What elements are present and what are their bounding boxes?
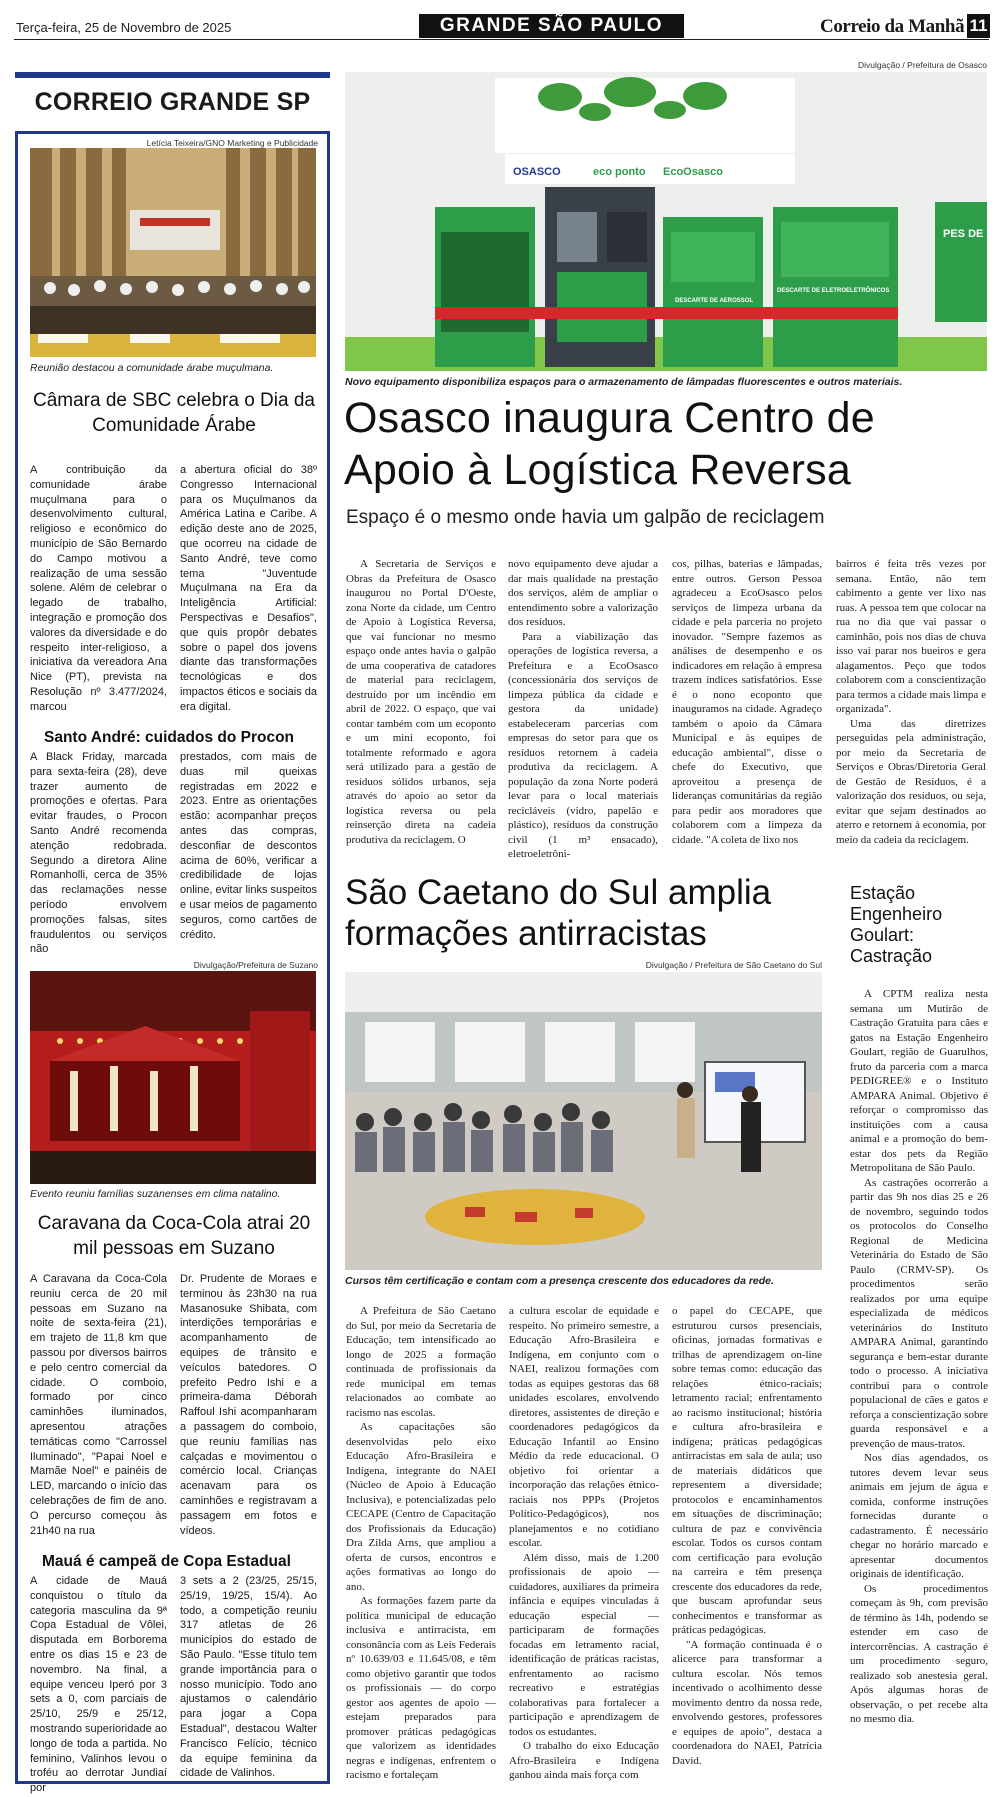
paragraph: Para a viabilização das operações de logística reversa, a Prefeitura e a EcoOsasco (concessionária dos serviços de limpeza pública da cidade e gestora da unidade) estabeleceram parcerias com empresas do setor para que os resíduos retornem à cadeia produtiva da reciclagem. A população da zona Norte poderá levar para o local materiais recicláveis (vidro, papelão e plástico), resíduos da construção civil (1 m³ ensacado), eletroeletrôni- <box>508 630 658 860</box>
article-column-3 <box>672 1304 822 1768</box>
paragraph: "A formação continuada é o alicerce para transformar a cultura escolar. Nós temos incentivado o acolhimento desse movimento dentro da nossa rede, envolvendo gestores, professores e equipes de apoio", destaca a coordenadora do NAEI, Patrícia David. <box>672 1638 822 1767</box>
photo-reverse-logistics-center <box>345 72 1002 371</box>
paragraph: a cultura escolar de equidade e respeito. No primeiro semestre, a Educação Afro-Brasileira e Indígena, em conjunto com o NAEI, realizou formações com todas as equipes gestoras das 68 unidades escolares, envolvendo diretores, assistentes de direção e coordenadores pedagógicos da Educação Infantil ao Ensino Médio da rede educacional. O objetivo foi orientar a incorporação das relações étnico-raciais nos PPPs (Projetos Político-Pedagógicos), nos planejamentos e no cotidiano escolar. <box>509 1305 659 1549</box>
story-text-col1: A Caravana da Coca-Cola reuniu cerca de 20 mil pessoas em Suzano na noite de sexta-feira (21), em trajeto de 11,8 km que passou por diversos bairros e pelo centro comercial da cidade. O comboio, formado por cinco caminhões iluminados, apresentou atrações temáticas como "Carrossel Iluminado", "Papai Noel e Mamãe Noel" e painéis de LED, marcando o início das celebrações de fim de ano. O percurso começou às 21h40 na rua <box>30 1273 167 1537</box>
edition-date: Terça-feira, 25 de Novembro de 2025 <box>16 20 232 35</box>
bin-label-electronics: DESCARTE DE ELETROELETRÔNICOS <box>777 288 890 294</box>
bin-label-aerosol: DESCARTE DE AEROSSOL <box>675 298 754 304</box>
article-column-2 <box>508 557 658 862</box>
paragraph: A Prefeitura de São Caetano do Sul, por meio da Secretaria de Educação, tem intensificado ao longo de 2025 a formação continuada de profissionais da rede municipal em temas relacionados ao combate ao racismo nas escolas. <box>346 1305 496 1419</box>
story-headline: Estação Engenheiro Goulart: Castração <box>850 883 943 966</box>
story-headline: Santo André: cuidados do Procon <box>44 729 295 746</box>
story-text-col2: Dr. Prudente de Moraes e terminou às 23h30 na rua Masanosuke Shibata, com interdições temporárias e acompanhamento de equipes de trânsito e veículos batedores. O prefeito Pedro Ishi e a primeira-dama Déborah Raffoul Ishi acompanharam a passagem do comboio, que reuniu famílias nas calçadas e movimentou o comércio local. Crianças acenavam para os caminhões e registravam a passagem em fotos e vídeos. <box>180 1273 317 1537</box>
wall-sign-text: PES DE RE <box>943 228 1002 240</box>
main-headline: Osasco inaugura Centro de Apoio à Logística Reversa <box>344 394 875 494</box>
story-text-col1: A cidade de Mauá conquistou o título da categoria masculina da 9ª Copa Estadual de Vôlei, disputada em Borborema entre os dias 15 e 23 de novembro. Na final, a equipe venceu Iperó por 3 sets a 0, com parciais de 25/10, 25/9 e 25/12, mostrando superioridade ao longo de toda a partida. No feminino, Valinhos levou o troféu ao derrotar Jundiaí por <box>30 1575 167 1795</box>
story-text-col2: prestados, com mais de duas mil queixas registradas em 2022 e 2023. Entre as orientações estão: acompanhar preços antes das compras, desconfiar de descontos acima de 60%, verificar a credibilidade de lojas online, evitar links suspeitos e usar meios de pagamento seguros, como cartões de crédito. <box>180 751 317 941</box>
paragraph: bairros é feita três vezes por semana. Então, não tem cabimento a gente ver lixo nas ruas. A pessoa tem que colocar na rua no dia que vai passar o caminhão, pois nos dias de chuva isso vai parar nos bueiros e gera alagamentos. Peço que todos colaborem com a conscientização para termos a cidade mais limpa e organizada". <box>836 558 986 715</box>
story-text-col2: 3 sets a 2 (23/25, 25/15, 25/19, 19/25, 15/4). Ao todo, a competição reuniu 317 atletas de 26 municípios do estado de São Paulo. "Esse título tem grande importância para o nosso município. Todo ano ajustamos o calendário para jogar a Copa Estadual", destacou Walter Francisco Felício, técnico da equipe feminina da cidade de Valinhos. <box>180 1575 317 1780</box>
photo-credit: Letícia Teixeira/GNO Marketing e Publicidade <box>146 138 318 148</box>
paragraph: Uma das diretrizes perseguidas pela administração, por meio da Secretaria de Serviços e Obras/Diretoria Geral de Gestão de Resíduos, é a valorização dos resíduos, ou seja, evitar que sejam destinados ao aterro e retornem à economia, por meio da cadeia da reciclagem. <box>836 717 986 846</box>
story-text-col1: A contribuição da comunidade árabe muçulmana para o desenvolvimento cultural, religioso e econômico do município de São Bernardo do Campo motivou a realização de uma sessão solene. Além de celebrar o legado de trabalho, integração e promoção dos valores da diversidade e do respeito inter-religioso, a iniciativa da vereadora Ana Nice (PT), prevista na Resolução nº 3.477/2024, marcou <box>30 464 167 713</box>
article-column-1 <box>346 557 496 847</box>
article-column <box>850 987 988 1727</box>
banner-osasco-logo: OSASCO <box>513 166 561 178</box>
paragraph: As capacitações são desenvolvidas pelo eixo Educação Afro-Brasileira e Indígena, integrante do NAEI (Núcleo de Apoio à Educação Inclusiva), e potencializadas pelo CECAPE (Centro de Capacitação dos Profissionais da Educação) Dra Zilda Arns, que ampliou a oferta de cursos, encontros e ações formativas ao longo do ano. <box>346 1421 496 1593</box>
photo-credit: Divulgação/Prefeitura de Suzano <box>193 960 318 970</box>
paragraph: Além disso, mais de 1.200 profissionais de apoio — cuidadores, auxiliares da primeira infância e equipes vinculadas à educação especial — participaram de formações focadas em letramento racial, identificação de práticas racistas, enfrentamento ao racismo recreativo e estratégias colaborativas para fortalecer a participação e aprendizagem de todos os estudantes. <box>509 1551 659 1738</box>
paragraph: As formações fazem parte da política municipal de educação inclusiva e antirracista, em consonância com as Leis Federais nº 10.639/03 e 11.645/08, e têm como objetivo garantir que todos os profissionais — do corpo gestor aos agentes de apoio — estejam preparados para promover práticas pedagógicas que valorizem as identidades negras e indígenas, enfrentem o racismo e fortaleçam <box>346 1595 496 1781</box>
sidebar-title: CORREIO GRANDE SP <box>15 72 330 130</box>
paragraph: As castrações ocorrerão a partir das 9h nos dias 25 e 26 de novembro, seguindo todos os protocolos do Conselho Regional de Medicina Veterinária do Estado de São Paulo (CRMV-SP). Os procedimentos serão realizados por uma equipe especializada de médicos veterinários do Instituto AMPARA Animal, garantindo segurança e bem-estar durante todo o processo. A iniciativa contribui para o controle populacional de cães e gatos e reforça a conscientização sobre guarda responsável e a prevenção de maus-tratos. <box>850 1176 988 1450</box>
photo-caption: Novo equipamento disponibiliza espaços para o armazenamento de lâmpadas fluorescentes e outros materiais. <box>345 376 903 388</box>
page-number: 11 <box>967 14 990 38</box>
banner-ecoosasco-logo: EcoOsasco <box>663 166 723 178</box>
photo-caption: Reunião destacou a comunidade árabe muçulmana. <box>30 362 274 374</box>
banner-ecoponto-logo: eco ponto <box>593 166 646 178</box>
story-headline: Mauá é campeã de Copa Estadual <box>42 1553 291 1570</box>
photo-coca-cola-caravan <box>30 971 316 1184</box>
paragraph: A CPTM realiza nesta semana um Mutirão de Castração Gratuita para cães e gatos na Estação Engenheiro Goulart, região de Guarulhos, fruto da parceria com a marca PEDIGREE® e o Instituto AMPARA Animal. Objetivo é reforçar o compromisso das instituições com a causa animal e a promoção do bem-estar dos pets da Região Metropolitana de São Paulo. <box>850 988 988 1174</box>
article-column-2 <box>509 1304 659 1783</box>
paragraph: cos, pilhas, baterias e lâmpadas, entre outros. Gerson Pessoa agradeceu a EcoOsasco pelos serviços de limpeza urbana da cidade e pela parceria no projeto inovador. "Sempre fazemos as análises de desempenho e os indicadores em relação à empresa trazem índices satisfatórios. Esse é o nono ecoponto que inauguramos na cidade. Agradeço também o apoio da Câmara Municipal e às equipes de educação ambiental", disse o chefe do Executivo, que aproveitou a presença de lideranças comunitárias da região para pedir aos moradores que colaborem com a limpeza da cidade. "A coleta de lixo nos <box>672 558 822 846</box>
page-header <box>14 14 989 40</box>
story-text-col2: a abertura oficial do 38º Congresso Internacional para os Muçulmanos da América Latina e Caribe. A edição deste ano de 2025, que ocorreu na cidade de Santo André, teve como tema "Juventude Muçulmana na Era da Inteligência Artificial: Perspectivas e Desafios", que quis propôr debates sobre o papel dos jovens diante das transformações tecnológicas e dos impactos éticos e sociais da era digital. <box>180 464 317 713</box>
photo-caption: Cursos têm certificação e contam com a presença crescente dos educadores da rede. <box>345 1275 774 1287</box>
masthead-logo: Correio da Manhã <box>820 16 965 37</box>
article-column-3 <box>672 557 822 847</box>
paragraph: o papel do CECAPE, que estruturou cursos presenciais, oficinas, jornadas formativas e trilhas de aprendizagem on-line sobre temas como: educação das relações étnico-raciais; letramento racial; enfrentamento ao racismo institucional; história e cultura afro-brasileira e indígena; práticas pedagógicas antirracistas em sala de aula; uso de materiais didáticos que representem a diversidade; protocolos e encaminhamentos em situações de discriminação; cultura de paz e convivência escolar. Todos os cursos contam com certificação para evolução na carreira e têm presença crescente dos educadores da rede, que buscam aprofundar seus conhecimentos e transformar as práticas pedagógicas. <box>672 1305 822 1636</box>
article-column-1 <box>346 1304 496 1783</box>
photo-antiracism-training <box>345 972 822 1270</box>
story-headline: Caravana da Coca-Cola atrai 20 mil pessoas em Suzano <box>37 1213 311 1259</box>
photo-credit: Divulgação / Prefeitura de Osasco <box>858 60 987 70</box>
paragraph: O trabalho do eixo Educação Afro-Brasileira e Indígena ganhou ainda mais força com <box>509 1740 659 1781</box>
paragraph: Os procedimentos começam às 9h, com previsão de término às 14h, podendo se estender em caso de intercorrências. A castração é um procedimento seguro, realizado sob anestesia geral. Após algumas horas de observação, o pet recebe alta no mesmo dia. <box>850 1582 988 1725</box>
main-deck: Espaço é o mesmo onde havia um galpão de reciclagem <box>346 507 825 528</box>
story-text-col1: A Black Friday, marcada para sexta-feira (28), deve trazer aumento de promoções e ofertas. Para evitar fraudes, o Procon Santo André recomenda atenção redobrada. Segundo a diretora Aline Romanholli, cerca de 35% das reclamações nesse período envolvem promoções falsas, sites fraudulentos ou serviços não <box>30 751 167 956</box>
story-headline: Câmara de SBC celebra o Dia da Comunidade Árabe <box>33 390 315 436</box>
article-column-4 <box>836 557 986 847</box>
story-headline: São Caetano do Sul amplia formações antirracistas <box>345 873 772 953</box>
paragraph: A Secretaria de Serviços e Obras da Prefeitura de Osasco inaugurou no Portal D'Oeste, zona Norte da cidade, um Centro de Apoio à Logística Reversa, que vai funcionar no mesmo espaço onde antes havia o galpão de uma cooperativa de catadores de material para reciclagem, destruído por um incêndio em abril de 2022. O espaço, que vai contar também com um ecoponto e um mini ecoponto, foi totalmente reformado e agora será utilizado para a gestão de resíduos sólidos urbanos, seja através do apoio ao setor da logística reversa ou pela reinserção direta na cadeia produtiva da reciclagem. O <box>346 558 496 846</box>
photo-credit: Divulgação / Prefeitura de São Caetano do Sul <box>645 960 822 970</box>
paragraph: novo equipamento deve ajudar a dar mais qualidade na prestação dos serviços, além de ampliar o entendimento sobre a valorização dos resíduos. <box>508 558 658 628</box>
section-label: GRANDE SÃO PAULO <box>419 14 684 38</box>
photo-caption: Evento reuniu famílias suzanenses em clima natalino. <box>30 1188 281 1200</box>
paragraph: Nos dias agendados, os tutores devem levar seus animais em jejum de água e comida, conforme instruções fornecidas durante o cadastramento. É necessário chegar no horário marcado e apresentar documentos originais de identificação. <box>850 1452 988 1580</box>
photo-arab-community-session <box>30 148 316 357</box>
